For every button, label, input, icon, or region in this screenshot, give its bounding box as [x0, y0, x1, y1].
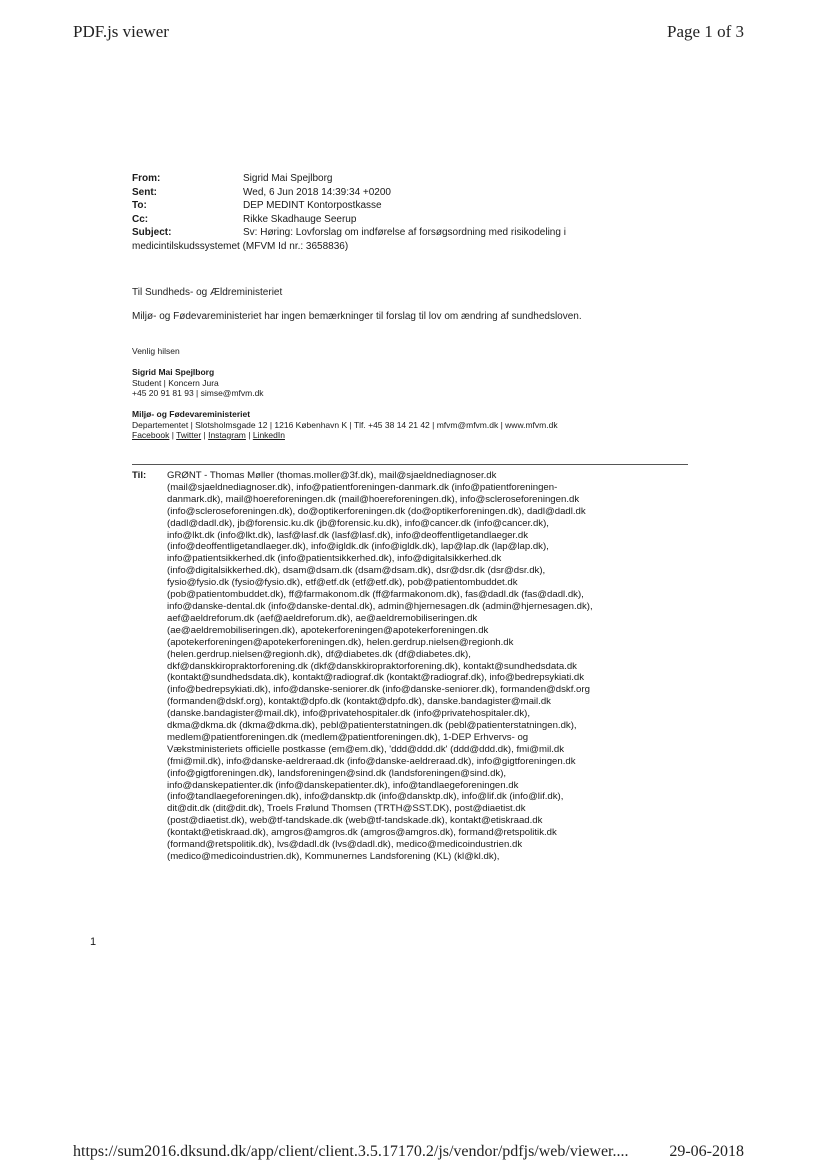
recipient-line: (kontakt@sundhedsdata.dk), kontakt@radiograf.dk (kontakt@radiograf.dk), info@bedrepsykiati.dk	[167, 672, 585, 684]
recipient-line: medlem@patientforeningen.dk (medlem@patientforeningen.dk), 1-DEP Erhvervs- og	[167, 731, 529, 743]
recipient-line: (info@tandlaegeforeningen.dk), info@dansktp.dk (info@dansktp.dk), info@lif.dk (info@lif.dk),	[167, 791, 564, 803]
from-row	[132, 172, 652, 186]
footer-date: 29-06-2018	[669, 1143, 744, 1160]
recipient-line: (formanden@dskf.org), kontakt@dpfo.dk (kontakt@dpfo.dk), danske.bandagister@mail.dk	[167, 696, 551, 708]
page-number: 1	[90, 936, 97, 948]
regards: Venlig hilsen	[132, 346, 180, 356]
recipient-line: (info@deoffentligetandlaeger.dk), info@igldk.dk (info@igldk.dk), lap@lap.dk (lap@lap.dk),	[167, 541, 549, 553]
social-links	[132, 430, 558, 441]
signature-dept: Departementet | Slotsholmsgade 12 | 1216 København K | Tlf. +45 38 14 21 42 | mfvm@mfvm.dk | www.mfvm.dk	[132, 419, 558, 430]
twitter-link[interactable]: Twitter	[176, 430, 202, 440]
recipient-line: (info@scleroseforeningen.dk), do@optikerforeningen.dk (do@optikerforeningen.dk), dadl@dadl.dk	[167, 505, 586, 517]
recipient-line: info@danskepatienter.dk (info@danskepatienter.dk), info@tandlaegeforeningen.dk	[167, 779, 519, 791]
signature-person	[132, 367, 264, 399]
subject-value: Sv: Høring: Lovforslag om indførelse af forsøgsordning med risikodeling i	[243, 227, 566, 238]
recipient-line: (info@gigtforeningen.dk), landsforeningen@sind.dk (landsforeningen@sind.dk),	[167, 767, 507, 779]
link-separator: |	[245, 430, 253, 440]
recipient-line: (apotekerforeningen@apotekerforeningen.dk), helen.gerdrup.nielsen@regionh.dk	[167, 636, 514, 648]
recipient-line: danmark.dk), mail@hoereforeningen.dk (mail@hoereforeningen.dk), info@scleroseforeningen.dk	[167, 493, 580, 505]
divider	[132, 464, 688, 465]
cc-label: Cc:	[132, 213, 149, 225]
recipient-line: GRØNT - Thomas Møller (thomas.moller@3f.dk), mail@sjaeldnediagnoser.dk	[167, 470, 497, 481]
signature-name: Sigrid Mai Spejlborg	[132, 367, 215, 377]
subject-continuation: medicintilskudssystemet (MFVM Id nr.: 3658836)	[132, 240, 349, 252]
recipient-line: dkma@dkma.dk (dkma@dkma.dk), pebl@patienterstatningen.dk (pebl@patienterstatningen.dk),	[167, 720, 577, 732]
cc-value: Rikke Skadhauge Seerup	[243, 213, 357, 225]
recipients-list	[132, 470, 632, 863]
from-label: From:	[132, 173, 161, 184]
recipient-line: (helen.gerdrup.nielsen@regionh.dk), df@diabetes.dk (df@diabetes.dk),	[167, 648, 471, 660]
signature-org-name: Miljø- og Fødevareministeriet	[132, 409, 251, 419]
recipient-line: (medico@medicoindustrien.dk), Kommunernes Landsforening (KL) (kl@kl.dk),	[167, 851, 500, 862]
to-row	[132, 199, 652, 213]
signature-org	[132, 409, 558, 441]
recipient-line: (info@bedrepsykiati.dk), info@danske-seniorer.dk (info@danske-seniorer.dk), formanden@dskf.org	[167, 684, 590, 696]
recipient-line: (mail@sjaeldnediagnoser.dk), info@patientforeningen-danmark.dk (info@patientforeningen-	[167, 481, 558, 493]
facebook-link[interactable]: Facebook	[132, 430, 170, 440]
recipient-line: (info@digitalsikkerhed.dk), dsam@dsam.dk (dsam@dsam.dk), dsr@dsr.dk (dsr@dsr.dk),	[167, 565, 546, 577]
viewer-title: PDF.js viewer	[73, 22, 169, 41]
sent-row	[132, 186, 652, 200]
recipient-line: (ae@aeldremobiliseringen.dk), apotekerforeningen@apotekerforeningen.dk	[167, 624, 489, 636]
recipient-line: (dadl@dadl.dk), jb@forensic.ku.dk (jb@forensic.ku.dk), info@cancer.dk (info@cancer.dk),	[167, 517, 549, 529]
instagram-link[interactable]: Instagram	[208, 430, 246, 440]
recipients-label: Til:	[132, 470, 147, 481]
sent-value: Wed, 6 Jun 2018 14:39:34 +0200	[243, 186, 391, 198]
footer-url: https://sum2016.dksund.dk/app/client/client.3.5.17170.2/js/vendor/pdfjs/web/viewer....	[73, 1143, 629, 1160]
to-label: To:	[132, 200, 147, 211]
recipient-line: (kontakt@etiskraad.dk), amgros@amgros.dk (amgros@amgros.dk), formand@retspolitik.dk	[167, 827, 557, 839]
greeting: Til Sundheds- og Ældreministeriet	[132, 287, 283, 298]
recipient-line: info@danske-dental.dk (info@danske-dental.dk), admin@hjernesagen.dk (admin@hjernesagen.dk),	[167, 600, 593, 612]
recipient-line: fysio@fysio.dk (fysio@fysio.dk), etf@etf.dk (etf@etf.dk), pob@patientombuddet.dk	[167, 577, 518, 589]
recipient-line: Vækstministeriets officielle postkasse (em@em.dk), 'ddd@ddd.dk' (ddd@ddd.dk), fmi@mil.dk	[167, 743, 565, 755]
subject-label: Subject:	[132, 227, 172, 238]
cc-row	[132, 213, 652, 227]
signature-phone: +45 20 91 81 93 | simse@mfvm.dk	[132, 388, 264, 398]
recipient-line: info@lkt.dk (info@lkt.dk), lasf@lasf.dk (lasf@lasf.dk), info@deoffentligetandlaeger.dk	[167, 529, 529, 541]
link-separator: |	[201, 430, 209, 440]
recipient-line: aef@aeldreforum.dk (aef@aeldreforum.dk), ae@aeldremobiliseringen.dk	[167, 612, 478, 624]
recipients-block	[132, 470, 632, 863]
mail-header	[132, 172, 652, 253]
link-separator: |	[169, 430, 177, 440]
recipient-line: dit@dit.dk (dit@dit.dk), Troels Frølund Thomsen (TRTH@SST.DK), post@diaetist.dk	[167, 803, 526, 815]
recipient-line: (pob@patientombuddet.dk), ff@farmakonom.dk (ff@farmakonom.dk), fas@dadl.dk (fas@dadl.dk),	[167, 589, 584, 601]
recipient-line: (post@diaetist.dk), web@tf-tandskade.dk (web@tf-tandskade.dk), kontakt@etiskraad.dk	[167, 815, 543, 827]
recipient-line: (formand@retspolitik.dk), lvs@dadl.dk (lvs@dadl.dk), medico@medicoindustrien.dk	[167, 839, 523, 851]
page-indicator: Page 1 of 3	[667, 22, 744, 41]
linkedin-link[interactable]: LinkedIn	[252, 430, 285, 440]
recipient-line: info@patientsikkerhed.dk (info@patientsikkerhed.dk), info@digitalsikkerhed.dk	[167, 553, 502, 565]
recipient-line: (fmi@mil.dk), info@danske-aeldreraad.dk (info@danske-aeldreraad.dk), info@gigtforeningen.dk	[167, 755, 576, 767]
signature-role: Student | Koncern Jura	[132, 377, 219, 388]
subject-row	[132, 226, 652, 240]
from-value: Sigrid Mai Spejlborg	[243, 173, 333, 184]
body-message: Miljø- og Fødevareministeriet har ingen bemærkninger til forslag til lov om ændring af sundhedsloven.	[132, 311, 582, 322]
recipient-line: dkf@danskkiropraktorforening.dk (dkf@danskkiropraktorforening.dk), kontakt@sundhedsdata.dk	[167, 660, 577, 672]
recipient-line: (danske.bandagister@mail.dk), info@privatehospitaler.dk (info@privatehospitaler.dk),	[167, 708, 531, 720]
sent-label: Sent:	[132, 186, 157, 198]
to-value: DEP MEDINT Kontorpostkasse	[243, 200, 382, 211]
